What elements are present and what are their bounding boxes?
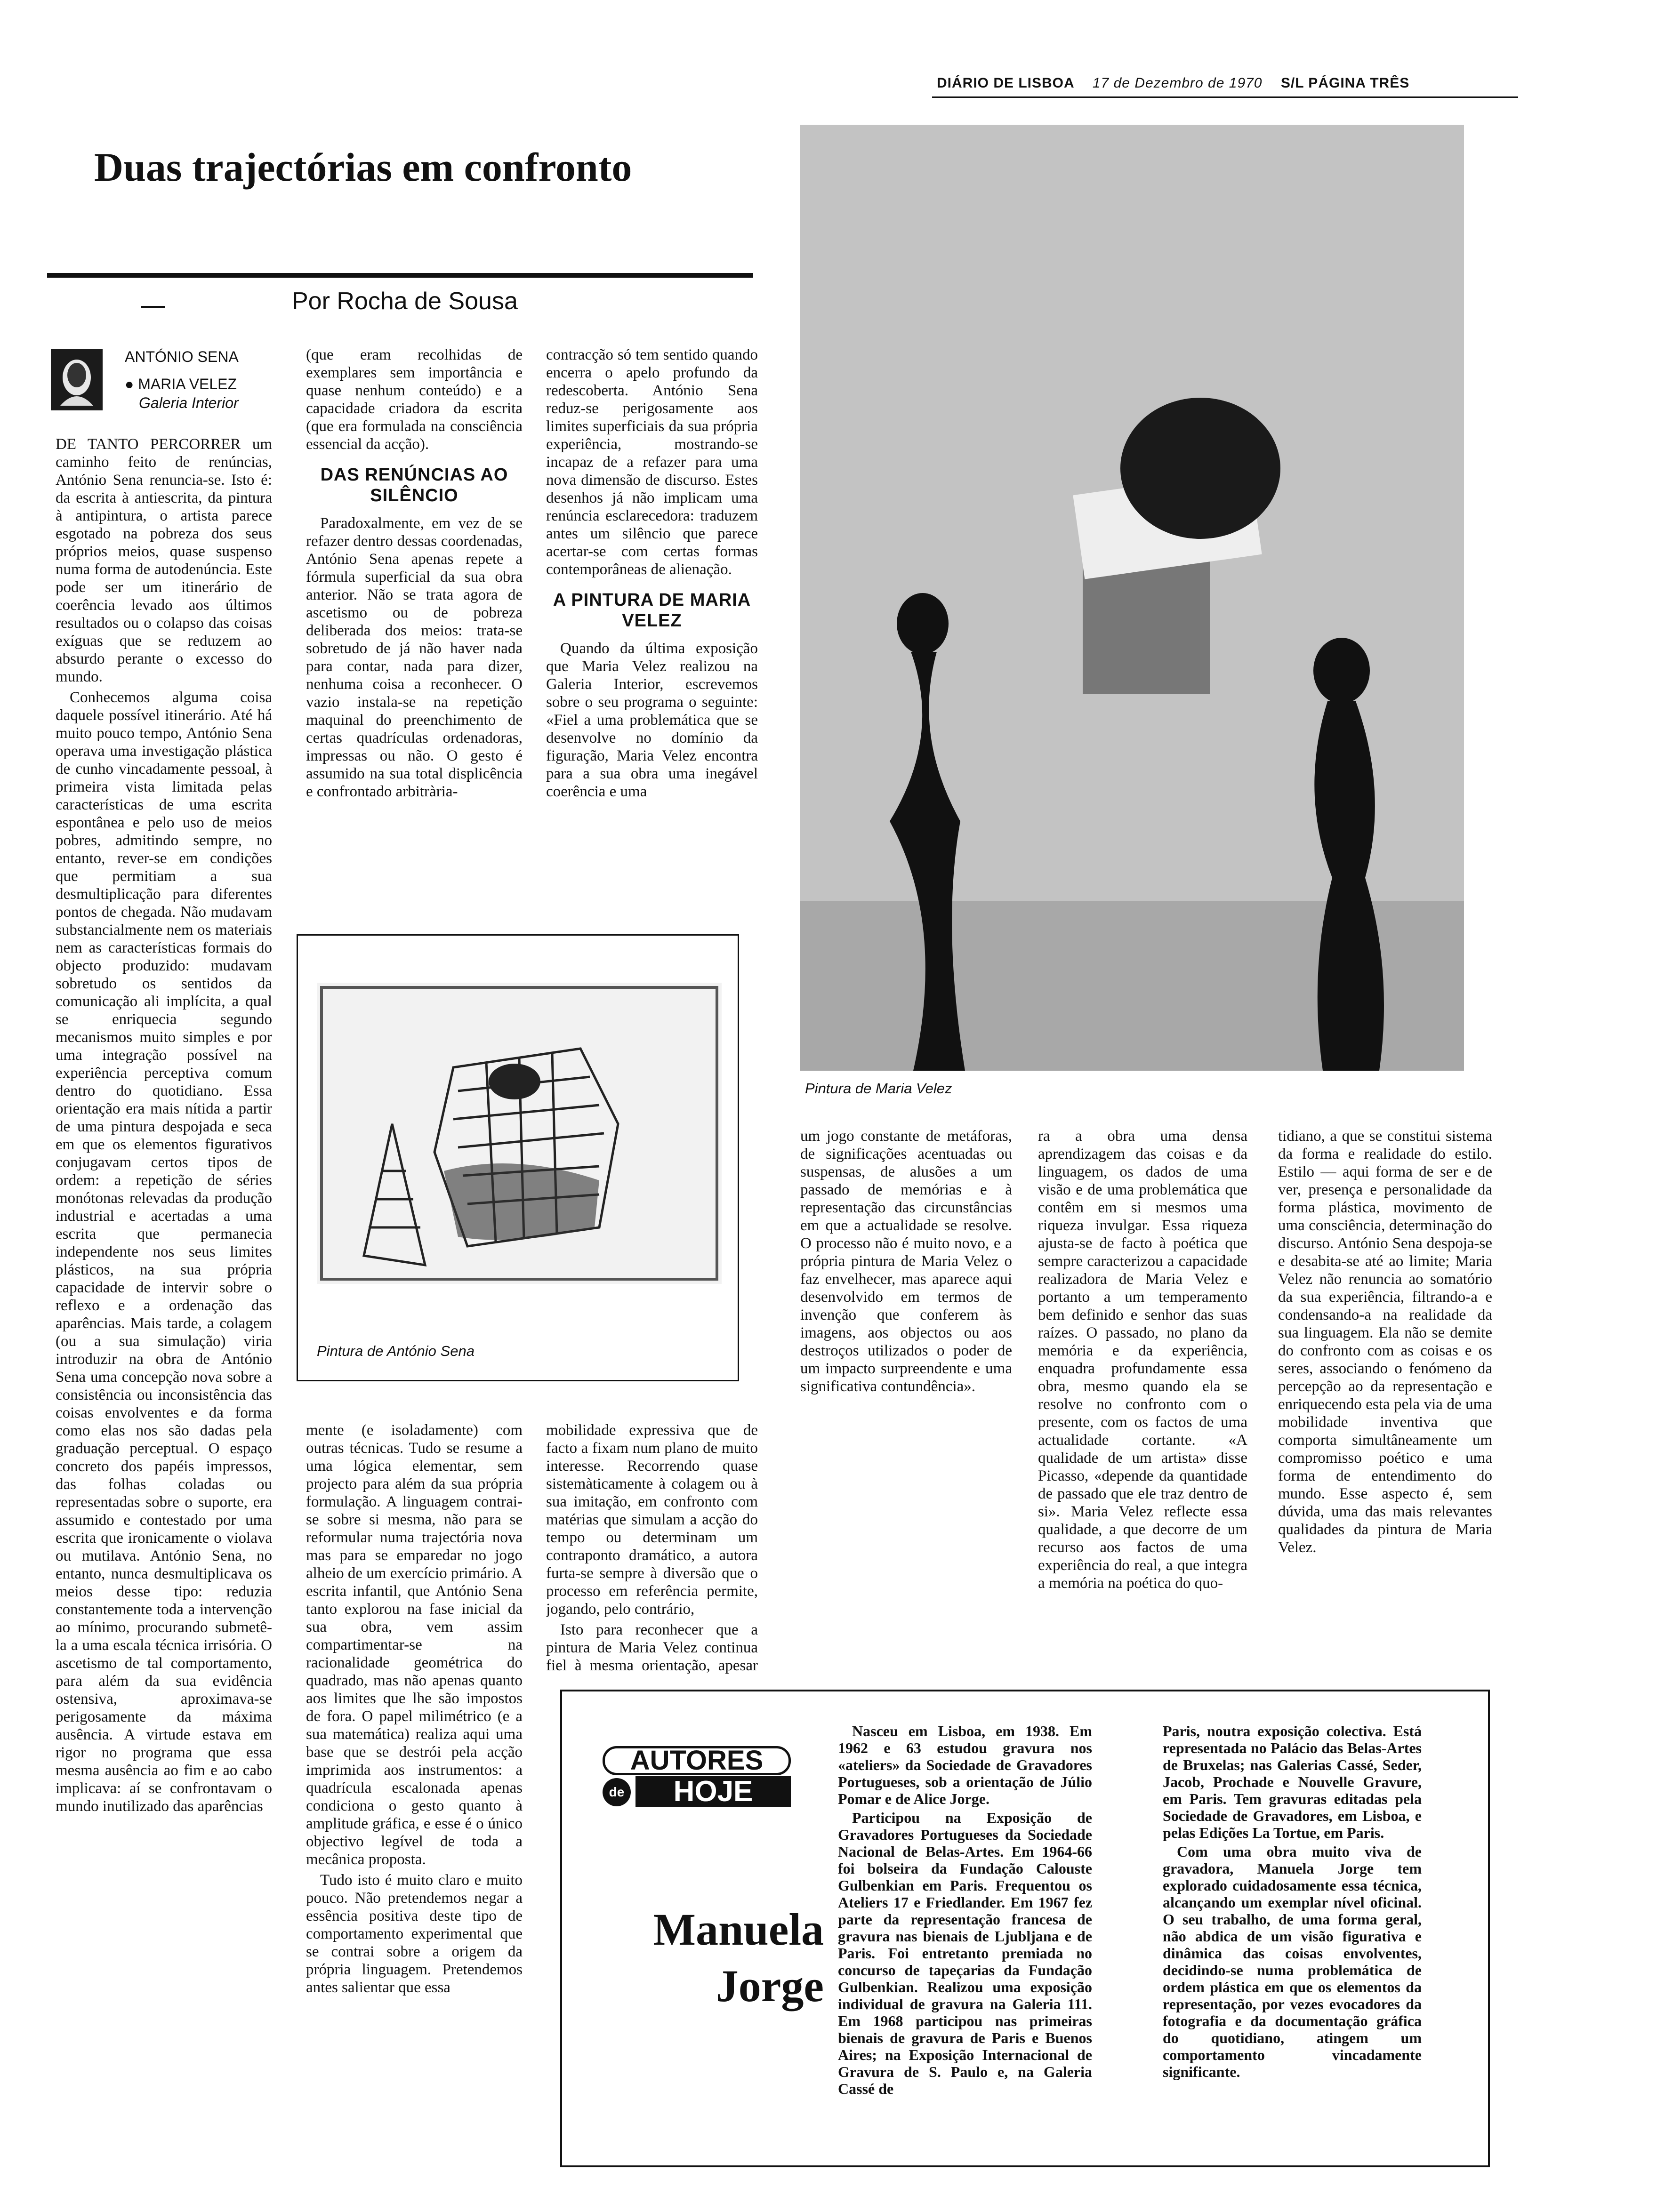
paragraph: Quando da última exposição que Maria Velez realizou na Galeria Interior, escrevemos sobre o seu programa o seguinte: «Fiel a uma problemática que se desenvolve no domínio da figuração, Maria Velez encontra para a sua obra uma inegável coerência e uma <box>546 640 758 800</box>
bio-column-left <box>838 1723 1092 2146</box>
headline-rule <box>47 273 753 278</box>
byline-dash <box>141 306 165 308</box>
masthead <box>937 75 1516 91</box>
logo-autores: AUTORES <box>603 1746 791 1775</box>
exhibition-artist-1: ANTÓNIO SENA <box>125 348 239 365</box>
article-column-3-top <box>546 346 758 927</box>
photo-antonio-sena-frame <box>297 934 739 1381</box>
paragraph: Paradoxalmente, em vez de se refazer dentro dessas coordenadas, António Sena apenas repete a fórmula superficial da sua obra anterior. Não se trata agora de ascetismo ou de pobreza deliberada dos meios: trata-se sobretudo de já não haver nada para contar, nada para dizer, nenhuma coisa a reconhecer. O vazio instala-se na repetição maquinal do preenchimento de certas quadrículas ordenadoras, impressas ou não. O gesto é assumido na sua total displicência e confrontado arbitrària- <box>306 515 523 800</box>
caption-maria-velez: Pintura de Maria Velez <box>805 1080 952 1097</box>
featured-artist-name <box>621 1901 824 2014</box>
paragraph: ra a obra uma densa aprendizagem das coisas e da linguagem, os dados de uma visão e de uma problemática que contêm em si mesmos uma riqueza invulgar. Essa riqueza ajusta-se de facto à poética que sempre caracterizou a capacidade realizadora de Maria Velez e portanto a um temperamento bem definido e senhor das suas raízes. O passado, no plano da memória e da experiência, enquadra profundamente essa obra, mesmo quando ela se resolve no confronto com o presente, com os factos de uma actualidade cortante. «A qualidade de um artista» disse Picasso, «depende da quantidade de passado que ele traz dentro de si». Maria Velez reflecte essa qualidade, a que decorre de um recurso aos factos de uma experiência do real, a que integra a memória na poética do quo- <box>1038 1128 1247 1592</box>
autores-de-hoje-logo <box>603 1746 791 1807</box>
caption-antonio-sena: Pintura de António Sena <box>317 1343 475 1359</box>
bio-paragraph: Nasceu em Lisboa, em 1938. Em 1962 e 63 estudou gravura nos «ateliers» da Sociedade de Gravadores Portugueses, sob a orientação de Júlio Pomar e de Alice Jorge. <box>838 1723 1092 1807</box>
exhibition-header <box>125 347 294 412</box>
artist-thumbnail <box>51 349 103 410</box>
logo-de: de <box>603 1778 631 1806</box>
subheading-renuncias: DAS RENÚNCIAS AO SILÊNCIO <box>320 465 508 505</box>
article-column-1 <box>56 435 272 2036</box>
paragraph: um jogo constante de metáforas, de significações acentuadas ou suspensas, de alusões a um passado de memórias e à representação das circunstâncias em que a actualidade se resolve. O processo não é muito novo, e a própria pintura de Maria Velez o faz envelhecer, mas aparece aqui desenvolvido em termos de invenção que conferem às imagens, aos objectos ou aos destroços utilizados o poder de um impacto surpreendente e uma significativa contundência». <box>800 1128 1012 1395</box>
paragraph: Tudo isto é muito claro e muito pouco. Não pretendemos negar a essência positiva deste tipo de comportamento experimental que se contrai sobre a origem da própria linguagem. Pretendemos antes salientar que essa <box>306 1872 523 1996</box>
paragraph: (que eram recolhidas de exemplares sem importância e quase nenhum conteúdo) e a capacidade criadora da escrita (que era formulada na consciência essencial da acção). <box>306 346 523 453</box>
artist-last-name: Jorge <box>716 1961 824 2011</box>
paragraph: contracção só tem sentido quando encerra o apelo profundo da redescoberta. António Sena reduz-se perigosamente aos limites superficiais da sua própria experiência, mostrando-se incapaz de a refazer para uma nova dimensão de discurso. Estes desenhos já não implicam uma renúncia esclarecedora: traduzem antes um silêncio que parece acertar-se com certas formas contemporâneas de alienação. <box>546 346 758 578</box>
paragraph: tidiano, a que se constitui sistema da forma e realidade do estilo. Estilo — aqui forma de ser e de ver, presença e personalidade da forma plástica, movimento de uma consciência, determinação do discurso. António Sena despoja-se e desabita-se até ao limite; Maria Velez não renuncia ao somatório da sua experiência, filtrando-a e condensando-a na realidade da sua linguagem. Ela não se demite do confronto com as coisas e os seres, associando o fenómeno da percepção ao da representação e enriquecendo esta pela via de uma mobilidade inventiva que comporta simultâneamente um compromisso poético e uma forma de entendimento do mundo. Esse aspecto é, sem dúvida, uma das mais relevantes qualidades da pintura de Maria Velez. <box>1278 1128 1492 1556</box>
article-column-5 <box>1038 1127 1247 1678</box>
paragraph: mobilidade expressiva que de facto a fixam num plano de muito interesse. Recorrendo quase sistemàticamente à colagem ou à sua imitação, em confronto com matérias que simulam a acção do tempo ou determinam um contraponto dramático, a autora furta-se sempre à diversão que o processo em referência permite, jogando, pelo contrário, <box>546 1422 758 1618</box>
paragraph: mente (e isoladamente) com outras técnicas. Tudo se resume a uma lógica elementar, sem projecto para além da sua própria formulação. A linguagem contrai-se sobre si mesma, não para se reformular numa trajectória nova mas para se emparedar no jogo alheio de um exercício primário. A escrita infantil, que António Sena tanto explorou na fase inicial da sua obra, vem assim compartimentar-se na racionalidade geométrica do quadrado, mas não apenas quanto aos limites que lhe são impostos de fora. O papel milimétrico (e a sua matemática) realiza aqui uma base que se destrói pela acção imprimida aos instrumentos: a quadrícula escalonada apenas condiciona o gesto quanto à amplitude gráfica, e esse é o único objectivo legível de toda a mecânica proposta. <box>306 1422 523 1868</box>
paragraph: Conhecemos alguma coisa daquele possível itinerário. Até há muito pouco tempo, António Sena operava uma investigação plástica de cunho vincadamente pessoal, à primeira vista limitada pelas características de uma escrita espontânea e pelo uso de meios pobres, admitindo sempre, no entanto, rever-se em condições que permitiam a sua desmultiplicação para diferentes pontos de chegada. Não mudavam substancialmente nem os materiais nem as características formais do objecto produzido: mudavam sobretudo os sentidos da comunicação ali implícita, a qual se enriquecia segundo mecanismos muito simples e por uma integração possível na experiência perceptiva comum dentro do quotidiano. Essa orientação era mais nítida a partir de uma pintura despojada e seca em que os elementos figurativos conjugavam certos tipos de ordem: a repetição de séries monótonas relevadas da produção industrial e acertadas a uma escrita que permanecia independente nos seus limites plásticos, na sua própria capacidade de intervir sobre o reflexo e a ordenação das aparências. Mais tarde, a colagem (ou a sua simulação) viria introduzir na obra de António Sena uma concepção nova sobre a consistência ou inconsistência das coisas envolventes e da forma como elas nos são dadas pela graduação perceptual. O espaço concreto dos papéis impressos, das folhas coladas ou representadas sobre o suporte, era assumido e contestado por uma escrita que ironicamente o violava ou mutilava. António Sena, no entanto, nunca desmultiplicava os meios desse tipo: reduzia constantemente toda a intervenção ao mínimo, procurando submetê-la a uma escala técnica irrisória. O ascetismo de tal comportamento, para além da sua evidência ostensiva, aproximava-se perigosamente da máxima ausência. A virtude estava em rigor no programa que essa mesma ausência ao fim e ao cabo implicava: aí se confrontavam o mundo inutilizado das aparências <box>56 689 272 1815</box>
article-column-6 <box>1278 1127 1492 1678</box>
byline: Por Rocha de Sousa <box>292 288 518 315</box>
exhibition-venue: Galeria Interior <box>139 394 239 411</box>
logo-hoje: HOJE <box>635 1776 791 1807</box>
paper-name: DIÁRIO DE LISBOA <box>937 75 1074 91</box>
headline: Duas trajectórias em confronto <box>94 144 632 190</box>
article-column-4 <box>800 1127 1012 1678</box>
subheading-maria-velez: A PINTURA DE MARIA VELEZ <box>553 590 751 631</box>
photo-maria-velez <box>800 125 1464 1071</box>
artist-first-name: Manuela <box>653 1904 824 1955</box>
paragraph: DE TANTO PERCORRER um caminho feito de renúncias, António Sena renuncia-se. Isto é: da escrita à antiescrita, da pintura à antipintura, o artista parece esgotado na pobreza dos seus próprios meios, quase suspenso numa forma de autodenúncia. Este pode ser um itinerário de coerência levado aos últimos resultados ou o colapso das coisas exíguas que se reduzem ao absurdo perante o excesso do mundo. <box>56 436 272 685</box>
exhibition-artist-2: ● MARIA VELEZ <box>125 376 237 393</box>
masthead-rule <box>932 96 1518 98</box>
bio-paragraph: Com uma obra muito viva de gravadora, Manuela Jorge tem explorado cuidadosamente essa técnica, alcançando um exemplar nível oficinal. O seu trabalho, de uma forma geral, não abdica de um visão figurativa e dinâmica das coisas envolventes, decidindo-se numa problemática de ordem plástica em que os elementos da representação, por vezes evocadores da fotografia e da documentação gráfica do quotidiano, atingem um comportamento vincadamente significante. <box>1163 1843 1422 2080</box>
bio-paragraph: Participou na Exposição de Gravadores Portugueses da Sociedade Nacional de Belas-Artes. Em 1964-66 foi bolseira da Fundação Calouste Gulbenkian em Paris. Frequentou os Ateliers 17 e Friedlander. Em 1967 fez parte da representação francesa de gravura nas bienais de Ljubljana e de Paris. Foi entretanto premiada no concurso de tapeçarias da Fundação Gulbenkian. Realizou uma exposição individual de gravura na Galeria 111. Em 1968 participou nas primeiras bienais de gravura de Paris e Buenos Aires; na Exposição Internacional de Gravura de S. Paulo e, na Galeria Cassé de <box>838 1809 1092 2097</box>
page-label: S/L PÁGINA TRÊS <box>1280 75 1410 91</box>
article-column-3-bottom <box>546 1421 758 1675</box>
bio-paragraph: Paris, noutra exposição colectiva. Está representada no Palácio das Belas-Artes de Bruxelas; nas Galerias Cassé, Seder, Jacob, Prochade e Nouvelle Gravure, em Paris. Tem gravuras editadas pela Sociedade de Gravadores, em Lisboa, e pelas Edições La Tortue, em Paris. <box>1163 1723 1422 1841</box>
photo-antonio-sena <box>317 983 722 1284</box>
paragraph: Isto para reconhecer que a pintura de Maria Velez continua fiel à mesma orientação, apesar <box>546 1621 758 1674</box>
article-column-2-bottom <box>306 1421 523 2090</box>
issue-date: 17 de Dezembro de 1970 <box>1092 75 1263 91</box>
bio-column-right <box>1163 1723 1422 2146</box>
article-column-2-top <box>306 346 523 927</box>
